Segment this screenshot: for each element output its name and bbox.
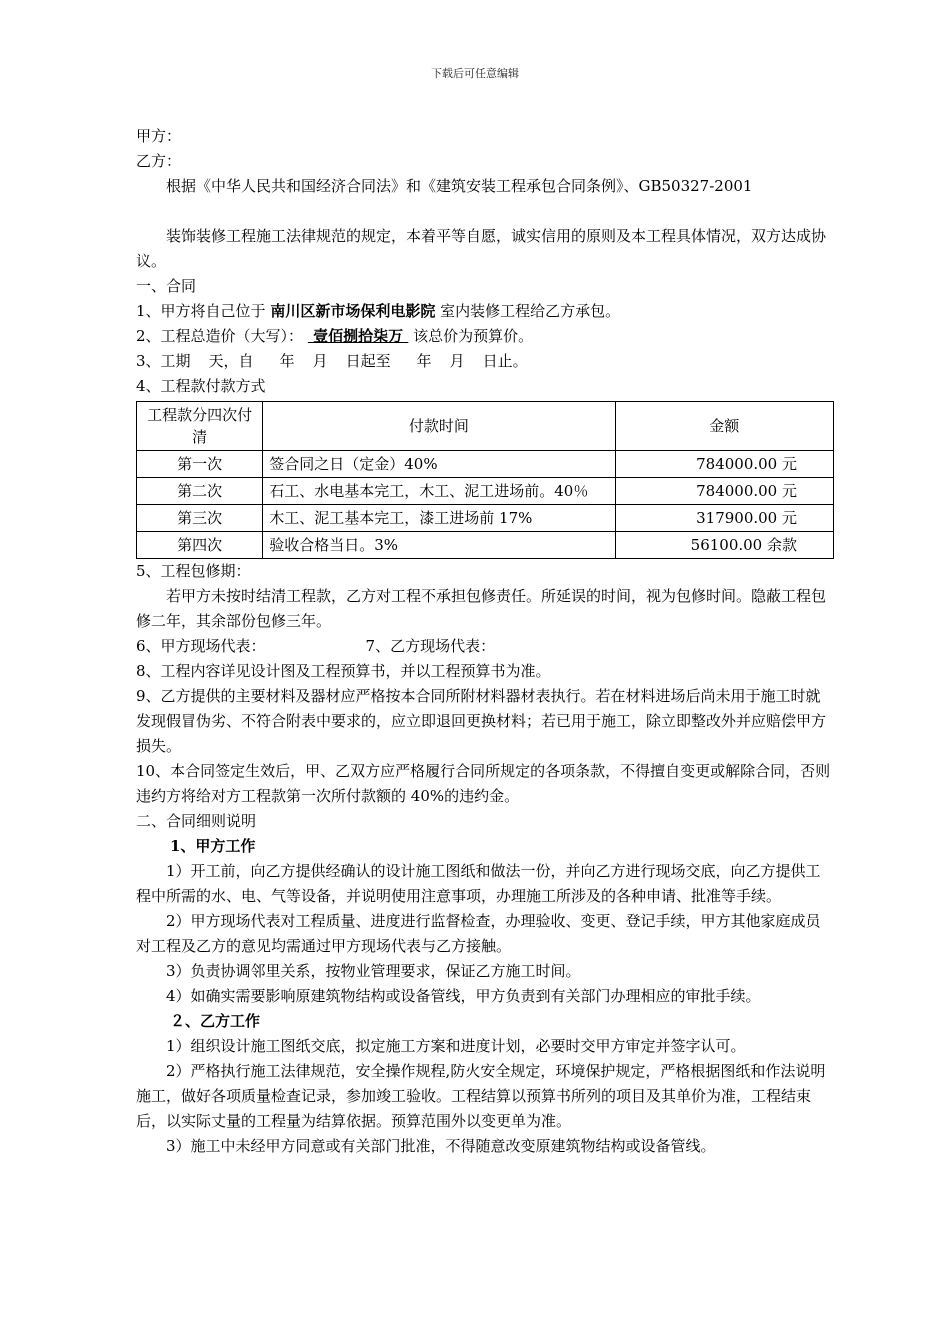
intro-paragraph-1: 根据《中华人民共和国经济合同法》和《建筑安装工程承包合同条例》、GB50327-2001 xyxy=(166,177,753,195)
item-8: 8、工程内容详见设计图及工程预算书，并以工程预算书为准。 xyxy=(136,662,551,680)
party-b-line: 乙方： xyxy=(136,152,182,170)
header-note: 下载后可任意编辑 xyxy=(431,67,519,80)
item-7: 7、乙方现场代表： xyxy=(365,637,496,655)
header-amount: 金额 xyxy=(615,402,833,451)
payment-time-cell: 石工、水电基本完工，木工、泥工进场前。40％ xyxy=(263,478,615,505)
item-9: 9、乙方提供的主要材料及器材应严格按本合同所附材料器材表执行。若在材料进场后尚未用于施工时就发现假冒伪劣、不符合附表中要求的，应立即退回更换材料；若已用于施工，除立即整改外并应赔偿甲方损失。 xyxy=(136,687,827,755)
amount-cell: 317900.00 元 xyxy=(615,505,833,532)
installment-cell: 第二次 xyxy=(137,478,263,505)
item-6: 6、甲方现场代表： xyxy=(136,637,266,655)
payment-time-cell: 验收合格当日。3% xyxy=(263,532,615,559)
payment-time-cell: 签合同之日（定金）40% xyxy=(263,451,615,478)
sub-2-title: ２、乙方工作 xyxy=(170,1012,261,1030)
item-1-prefix: 1、甲方将自己位于 xyxy=(136,302,266,320)
contract-document xyxy=(136,124,834,1159)
item-10: 10、本合同签定生效后，甲、乙双方应严格履行合同所规定的各项条款，不得擅自变更或解除合同，否则违约方将给对方工程款第一次所付款额的 40%的违约金。 xyxy=(136,762,831,805)
sub-2-item: 1）组织设计施工图纸交底，拟定施工方案和进度计划，必要时交甲方审定并签字认可。 xyxy=(166,1037,746,1055)
section-2-title: 二、合同细则说明 xyxy=(136,812,257,830)
project-location: 南川区新市场保利电影院 xyxy=(270,302,436,320)
items-6-7 xyxy=(136,634,834,659)
total-price-amount: 壹佰捌拾柒万 xyxy=(313,327,404,345)
item-3: 3、工期 天，自 年 月 日起至 年 月 日止。 xyxy=(136,352,528,370)
sub-1-item: 3）负责协调邻里关系，按物业管理要求，保证乙方施工时间。 xyxy=(166,962,581,980)
amount-cell: 784000.00 元 xyxy=(615,451,833,478)
sub-2-item: 2）严格执行施工法律规范，安全操作规程,防火安全规定，环境保护规定，严格根据图纸和作法说明施工，做好各项质量检查记录，参加竣工验收。工程结算以预算书所列的项目及其单价为准，工程结束后，以实际丈量的工程量为结算依据。预算范围外以变更单为准。 xyxy=(136,1062,826,1130)
item-4: 4、工程款付款方式 xyxy=(136,377,266,395)
item-2 xyxy=(136,324,834,349)
blank-line xyxy=(136,199,834,224)
party-a-line: 甲方： xyxy=(136,127,182,145)
payment-time-cell: 木工、泥工基本完工，漆工进场前 17% xyxy=(263,505,615,532)
sub-1-title: 1、甲方工作 xyxy=(170,837,256,855)
table-row xyxy=(137,505,834,532)
item-5-title: 5、工程包修期： xyxy=(136,562,251,580)
table-row xyxy=(137,532,834,559)
table-row xyxy=(137,451,834,478)
section-1-title: 一、合同 xyxy=(136,277,197,295)
item-5-body: 若甲方未按时结清工程款，乙方对工程不承担包修责任。所延误的时间，视为包修时间。隐蔽工程包修二年，其余部份包修三年。 xyxy=(136,587,827,630)
item-1-suffix: 室内装修工程给乙方承包。 xyxy=(440,302,621,320)
item-2-suffix: 该总价为预算价。 xyxy=(413,327,534,345)
amount-cell: 56100.00 余款 xyxy=(615,532,833,559)
sub-2-item: 3）施工中未经甲方同意或有关部门批准，不得随意改变原建筑物结构或设备管线。 xyxy=(166,1137,716,1155)
sub-1-item: 1）开工前，向乙方提供经确认的设计施工图纸和做法一份，并向乙方进行现场交底，向乙方提供工程中所需的水、电、气等设备，并说明使用注意事项，办理施工所涉及的各种申请、批准等手续。 xyxy=(136,862,821,905)
installment-cell: 第一次 xyxy=(137,451,263,478)
item-2-prefix: 2、工程总造价（大写）： xyxy=(136,327,304,345)
table-row xyxy=(137,478,834,505)
item-1 xyxy=(136,299,834,324)
intro-paragraph-2: 装饰装修工程施工法律规范的规定，本着平等自愿，诚实信用的原则及本工程具体情况，双方达成协议。 xyxy=(136,227,827,270)
installment-cell: 第四次 xyxy=(137,532,263,559)
sub-1-item: 4）如确实需要影响原建筑物结构或设备管线，甲方负责到有关部门办理相应的审批手续。 xyxy=(166,987,761,1005)
installment-cell: 第三次 xyxy=(137,505,263,532)
header-installments: 工程款分四次付清 xyxy=(137,402,263,451)
header-payment-time: 付款时间 xyxy=(263,402,615,451)
payment-table-header xyxy=(137,402,834,451)
payment-table xyxy=(136,401,834,559)
amount-cell: 784000.00 元 xyxy=(615,478,833,505)
sub-1-item: 2）甲方现场代表对工程质量、进度进行监督检查，办理验收、变更、登记手续，甲方其他家庭成员对工程及乙方的意见均需通过甲方现场代表与乙方接触。 xyxy=(136,912,821,955)
